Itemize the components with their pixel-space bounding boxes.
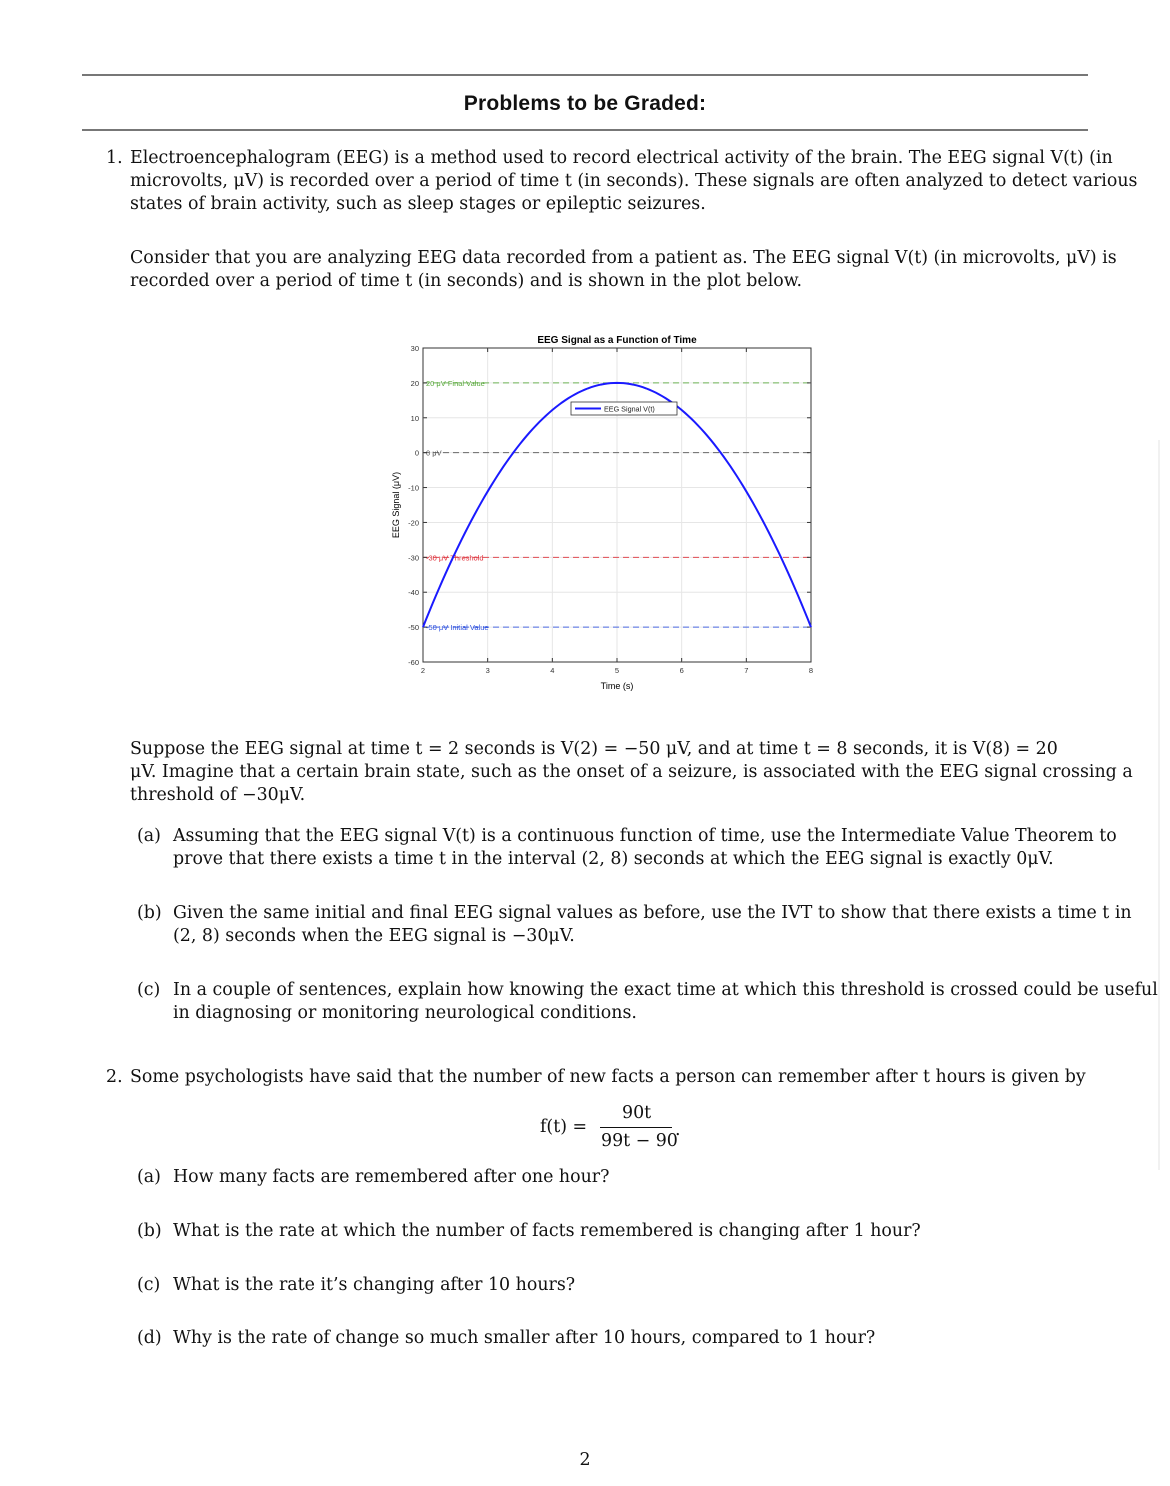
problem-1-context — [130, 247, 1117, 293]
page-number: 2 — [579, 1450, 591, 1470]
text-line: Some psychologists have said that the number of new facts a person can remember after t hours is given by — [130, 1067, 1086, 1087]
problem-1-supposition — [130, 738, 1133, 807]
reference-line-label: 0 μV — [426, 448, 442, 458]
y-tick-label: -10 — [408, 483, 419, 493]
y-axis-label: EEG Signal (μV) — [391, 471, 401, 539]
formula-numerator: 90t — [622, 1103, 652, 1123]
bottom-rule — [82, 129, 1088, 131]
fraction-bar — [600, 1127, 672, 1128]
text-line: Electroencephalogram (EEG) is a method used to record electrical activity of the brain. The EEG signal V(t) (in — [130, 148, 1113, 168]
text-line: Given the same initial and final EEG signal values as before, use the IVT to show that there exists a time t in — [173, 903, 1132, 923]
x-tick-label: 5 — [614, 666, 620, 675]
part-text: Why is the rate of change so much smaller after 10 hours, compared to 1 hour? — [173, 1328, 876, 1348]
part-text: What is the rate it’s changing after 10 hours? — [173, 1275, 576, 1295]
problem-1-number: 1. — [106, 148, 123, 168]
y-tick-label: 0 — [414, 448, 419, 458]
part-text — [173, 825, 1117, 871]
text-line: recorded over a period of time t (in seconds) and is shown in the plot below. — [130, 271, 803, 291]
text-line: (2, 8) seconds when the EEG signal is −30μV. — [173, 926, 575, 946]
part-text — [173, 979, 1158, 1025]
formula-denominator: 99t − 90 — [601, 1131, 678, 1151]
legend-label: EEG Signal V(t) — [604, 404, 655, 414]
y-tick-label: -40 — [408, 588, 419, 598]
y-tick-label: 20 — [410, 378, 419, 388]
part-label: (c) — [137, 980, 161, 1000]
y-tick-label: -60 — [408, 658, 419, 667]
formula-lhs: f(t) = — [540, 1117, 588, 1137]
y-tick-label: 30 — [410, 344, 419, 353]
problem-2-intro — [130, 1066, 1088, 1089]
formula-period: . — [675, 1120, 681, 1140]
y-tick-label: -30 — [408, 553, 419, 563]
text-line: states of brain activity, such as sleep stages or epileptic seizures. — [130, 194, 706, 214]
text-line: threshold of −30μV. — [130, 785, 306, 805]
top-rule — [82, 74, 1088, 76]
part-text — [173, 902, 1132, 948]
problem-2-number: 2. — [106, 1067, 123, 1087]
part-text: What is the rate at which the number of facts remembered is changing after 1 hour? — [173, 1221, 921, 1241]
eeg-chart — [380, 328, 830, 698]
reference-line-label: 20 μV Final Value — [426, 378, 485, 388]
y-tick-label: -50 — [408, 623, 419, 633]
x-tick-label: 4 — [550, 666, 555, 675]
x-tick-label: 6 — [679, 666, 684, 675]
text-line: Consider that you are analyzing EEG data recorded from a patient as. The EEG signal V(t) (in microvolts, μV) is — [130, 248, 1117, 268]
part-label: (a) — [137, 826, 161, 846]
reference-line-label: -30 μV Threshold — [426, 553, 484, 563]
scroll-edge — [1158, 440, 1160, 1170]
part-text: How many facts are remembered after one hour? — [173, 1167, 610, 1187]
text-line: In a couple of sentences, explain how knowing the exact time at which this threshold is crossed could be useful — [173, 980, 1158, 1000]
x-tick-label: 2 — [420, 666, 426, 675]
text-line: microvolts, μV) is recorded over a period of time t (in seconds). These signals are often analyzed to detect various — [130, 171, 1138, 191]
x-axis-label: Time (s) — [600, 681, 634, 691]
part-label: (a) — [137, 1167, 161, 1187]
text-line: Suppose the EEG signal at time t = 2 seconds is V(2) = −50 μV, and at time t = 8 seconds, it is V(8) = 20 — [130, 739, 1058, 759]
part-label: (b) — [137, 903, 162, 923]
text-line: Assuming that the EEG signal V(t) is a continuous function of time, use the Intermediate Value Theorem to — [173, 826, 1117, 846]
text-line: in diagnosing or monitoring neurological conditions. — [173, 1003, 637, 1023]
section-title: Problems to be Graded: — [463, 92, 707, 115]
text-line: prove that there exists a time t in the interval (2, 8) seconds at which the EEG signal is exactly 0μV. — [173, 849, 1054, 869]
x-tick-label: 7 — [744, 666, 749, 675]
x-tick-label: 3 — [485, 666, 490, 675]
part-label: (d) — [137, 1328, 162, 1348]
text-line: μV. Imagine that a certain brain state, such as the onset of a seizure, is associated with the EEG signal crossing a — [130, 762, 1133, 782]
x-tick-label: 8 — [808, 666, 814, 675]
part-label: (b) — [137, 1221, 162, 1241]
chart-title: EEG Signal as a Function of Time — [537, 335, 697, 346]
y-tick-label: 10 — [410, 413, 419, 423]
part-label: (c) — [137, 1275, 161, 1295]
problem-1-intro — [130, 147, 1138, 216]
reference-line-label: -50 μV Initial Value — [426, 623, 489, 633]
y-tick-label: -20 — [408, 518, 419, 528]
